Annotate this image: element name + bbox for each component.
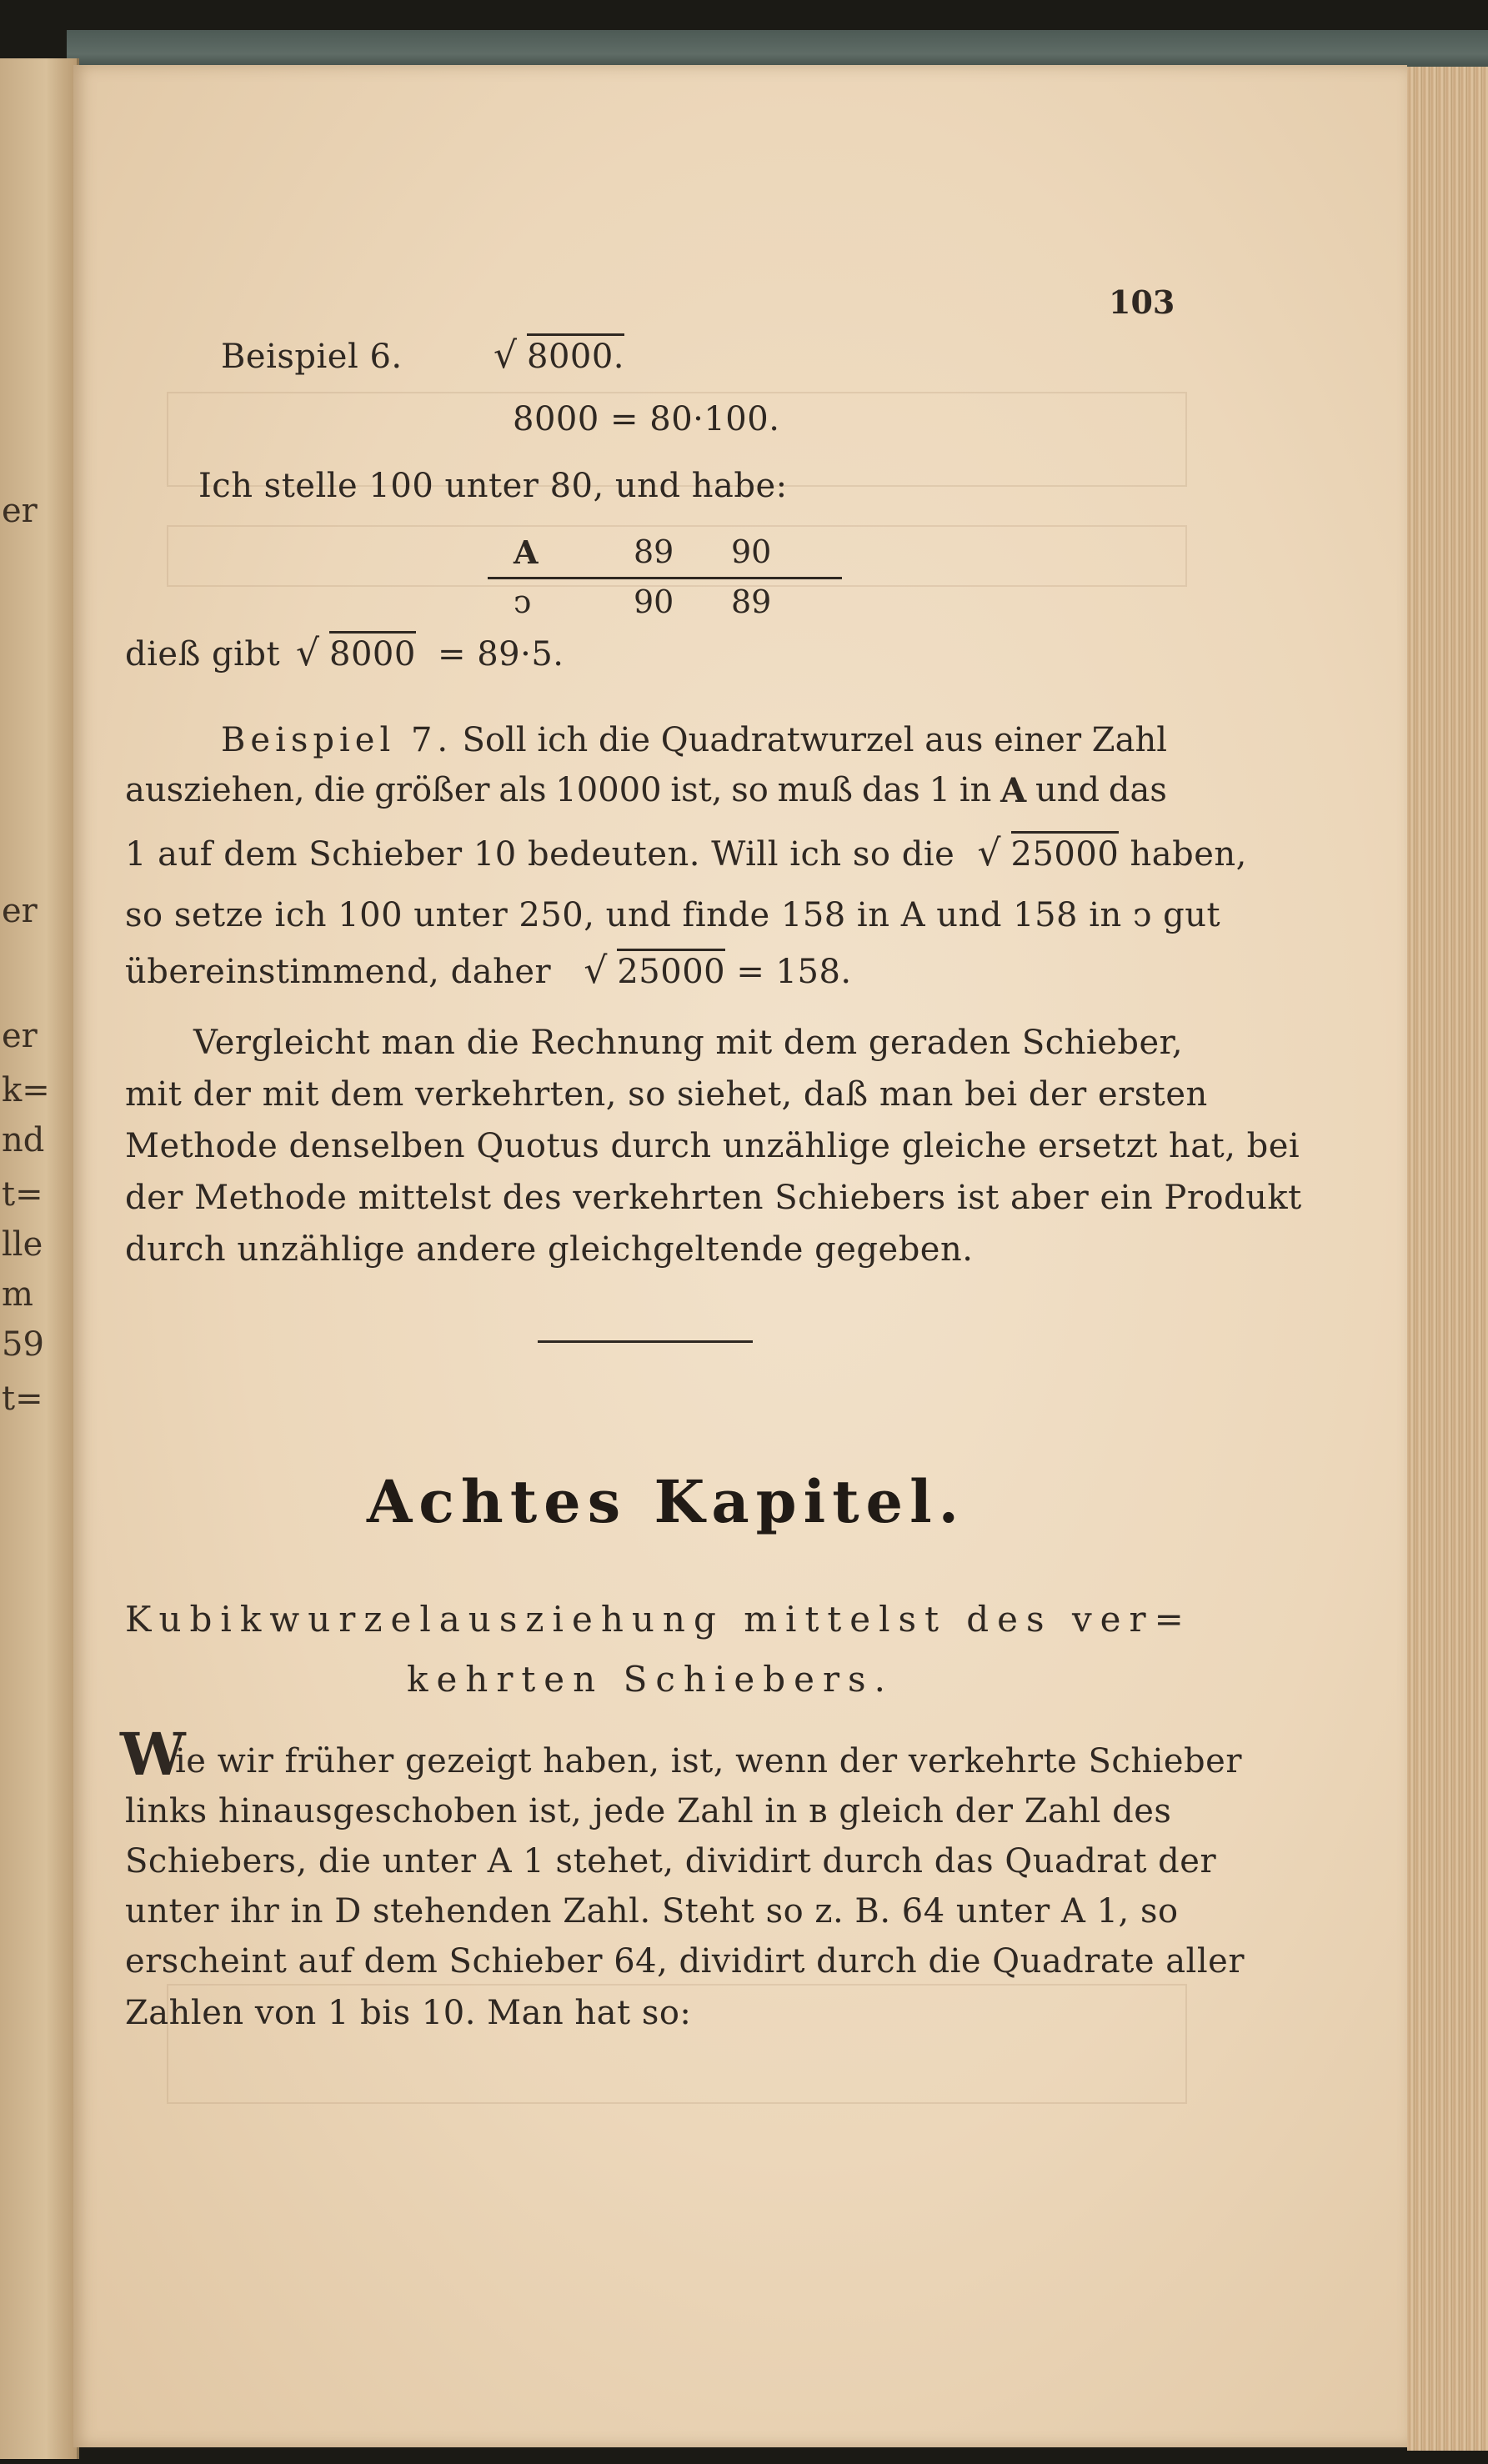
table-cell: 89 [731,583,772,620]
chapter-title: Achtes Kapitel. [367,1467,966,1536]
radicand: 8000 [329,631,416,674]
radicand: 8000. [527,333,624,376]
example7-line-1 [221,721,1167,759]
prev-page-fragment: er [2,892,38,930]
example6-decomposition: 8000 = 80·100. [513,400,780,438]
example6-label: Beispiel 6. [221,338,403,376]
prev-page-fragment: t= [2,1175,43,1214]
prev-page-fragment: k= [2,1071,50,1109]
word: und [1035,771,1100,809]
paragraph-line: erscheint auf dem Schieber 64, dividirt durch die Quadrate aller [125,1942,1245,1981]
table-cell: 90 [634,583,674,620]
prev-page-fragment: m [2,1275,33,1314]
previous-page-edge [0,58,79,2459]
table-cell: 90 [731,533,772,570]
text-run: = 158. [736,953,852,991]
chapter-subtitle-line-2: kehrten Schiebers. [407,1659,894,1700]
paragraph-line: Zahlen von 1 bis 10. Man hat so: [125,1994,692,2032]
table-divider [488,577,842,579]
page-stack-edges [1407,67,1488,2451]
section-divider [538,1340,753,1343]
prev-page-fragment: er [2,492,38,530]
word: größer [374,771,490,809]
chapter-subtitle-line-1: Kubikwurzelausziehung mittelst des ver= [125,1599,1192,1640]
prev-page-fragment: nd [2,1121,45,1159]
table-cell: 89 [634,533,674,570]
paragraph-line: der Methode mittelst des verkehrten Schiebers ist aber ein Produkt [125,1179,1302,1217]
text-run: übereinstimmend, daher [125,953,552,991]
paragraph-line: links hinausgeschoben ist, jede Zahl in ʙ gleich der Zahl des [125,1792,1172,1830]
prev-page-fragment: er [2,1017,38,1055]
word: A [1000,771,1027,810]
radicand: 25000 [617,949,725,991]
prev-page-fragment: t= [2,1380,43,1418]
example6-result-sqrt [296,635,416,674]
paragraph-line: mit der mit dem verkehrten, so siehet, daß man bei der ersten [125,1075,1208,1114]
word: ist, [670,771,723,809]
drop-initial: W [120,1720,186,1789]
page-number: 103 [1109,283,1175,321]
paragraph-line: Vergleicht man die Rechnung mit dem geraden Schieber, [193,1024,1184,1062]
prev-page-fragment: lle [2,1225,43,1264]
word: die [313,771,366,809]
prev-page-fragment: 59 [2,1325,44,1364]
example7-label: Beispiel 7. [221,721,453,759]
table-scale-a: A [514,533,539,571]
paragraph-line: Methode denselben Quotus durch unzählige gleiche ersetzt hat, bei [125,1127,1300,1165]
paragraph-line: durch unzählige andere gleichgeltende gegeben. [125,1230,974,1269]
word: das [861,771,920,809]
book-cover-edge [67,30,1488,70]
example6-sqrt [493,338,624,376]
word: in [959,771,992,809]
paragraph-line: unter ihr in D stehenden Zahl. Steht so z. B. 64 unter A 1, so [125,1892,1179,1931]
word: ausziehen, [125,771,305,809]
word: das [1108,771,1167,809]
table-scale-reversed: ↄ [514,583,532,620]
paragraph-line: ie wir früher gezeigt haben, ist, wenn der verkehrte Schieber [175,1742,1242,1780]
example7-line-4: so setze ich 100 unter 250, und finde 158 in A und 158 in ↄ gut [125,896,1221,934]
example7-line-2 [125,771,1167,810]
example7-line-3 [125,835,1247,874]
text-run: 1 auf dem Schieber 10 bedeuten. Will ich so die [125,835,955,874]
text-run: Soll ich die Quadratwurzel aus einer Zahl [462,721,1167,759]
text-run: haben, [1130,835,1247,874]
paragraph-line: Schiebers, die unter A 1 stehet, dividirt durch das Quadrat der [125,1842,1217,1881]
example6-instruction: Ich stelle 100 unter 80, und habe: [198,467,788,505]
example6-result-value: = 89·5. [438,635,564,674]
word: muß [777,771,854,809]
word: so [731,771,769,809]
example7-line-5 [125,953,852,991]
example6-result-prefix: dieß gibt [125,635,281,674]
word: 10000 [555,771,662,809]
word: als [499,771,547,809]
word: 1 [929,771,951,809]
radicand: 25000 [1011,831,1120,874]
